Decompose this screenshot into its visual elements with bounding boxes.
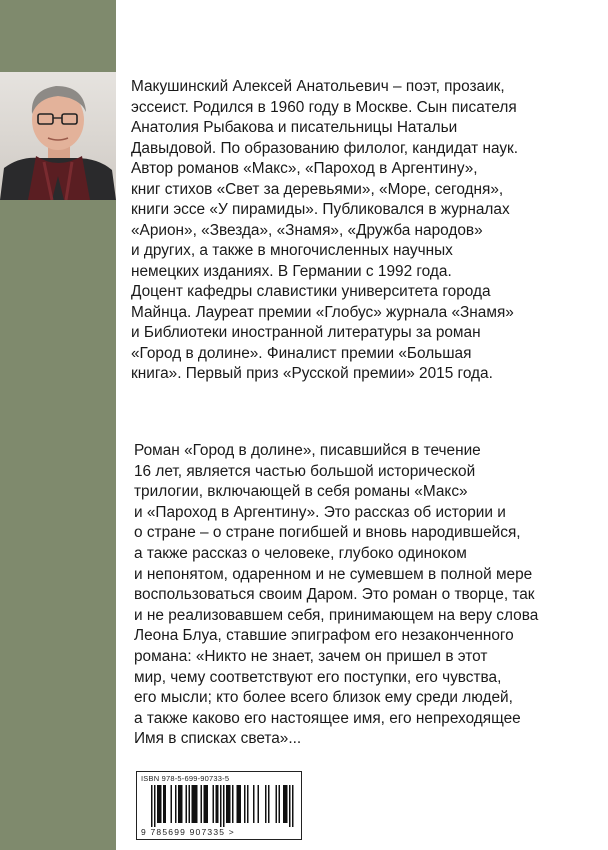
barcode-bar	[283, 785, 285, 823]
barcode-bar	[201, 785, 203, 823]
barcode-bar	[258, 785, 260, 823]
author-portrait-icon	[0, 72, 116, 200]
desc-line: 16 лет, является частью большой исторической	[134, 462, 476, 480]
desc-line: и «Пароход в Аргентину». Это рассказ об истории и	[134, 503, 506, 521]
barcode-bar	[286, 785, 288, 823]
bio-line: немецких изданиях. В Германии с 1992 года.	[131, 262, 452, 280]
barcode-bar	[207, 785, 209, 823]
barcode-bar	[171, 785, 173, 823]
barcode-bar	[205, 785, 207, 823]
barcode-bar	[163, 785, 165, 823]
desc-line: воспользоваться своим Даром. Это роман о творце, так	[134, 586, 535, 604]
bio-line: книг стихов «Свет за деревьями», «Море, сегодня»,	[131, 180, 504, 198]
barcode-bar	[154, 785, 156, 827]
bio-line: Автор романов «Макс», «Пароход в Аргентину»,	[131, 160, 478, 177]
bio-line: Макушинский Алексей Анатольевич – поэт, прозаик,	[131, 78, 505, 95]
bio-line: и других, а также в многочисленных научных	[131, 242, 453, 259]
desc-line: и не реализовавшем себя, принимающем на веру слова	[134, 606, 539, 624]
book-description	[134, 441, 604, 750]
barcode-bar	[196, 785, 198, 823]
desc-line: Роман «Город в долине», писавшийся в течение	[134, 442, 481, 459]
barcode-bar	[217, 785, 219, 823]
barcode-bar	[178, 785, 180, 823]
barcode-bar	[265, 785, 267, 823]
barcode-bar	[285, 785, 287, 823]
bio-line: Давыдовой. По образованию филолог, кандидат наук.	[131, 139, 519, 157]
desc-line: его мысли; кто более всего близок ему среди людей,	[134, 689, 513, 707]
barcode-bar	[240, 785, 242, 823]
barcode-bar	[181, 785, 183, 823]
bio-line: эссеист. Родился в 1960 году в Москве. Сын писателя	[131, 98, 517, 116]
barcode-bar	[253, 785, 255, 823]
barcode-bar	[220, 785, 222, 827]
desc-line: трилогии, включающей в себя романы «Макс»	[134, 483, 468, 501]
desc-line: а также каково его настоящее имя, его непреходящее	[134, 709, 521, 727]
barcode-bar	[232, 785, 234, 823]
barcode-box	[136, 771, 302, 840]
author-photo	[0, 72, 116, 200]
barcode-bar	[160, 785, 162, 823]
barcode-bar	[223, 785, 225, 827]
barcode-bar	[244, 785, 246, 823]
barcode-bar	[213, 785, 215, 823]
barcode-bar	[189, 785, 191, 823]
barcode-bar	[279, 785, 281, 823]
barcode-bar	[228, 785, 230, 823]
barcode-bar	[226, 785, 228, 823]
barcode-bar	[159, 785, 161, 823]
bio-line: книга». Первый приз «Русской премии» 2015 года.	[131, 365, 493, 382]
desc-line: Имя в списках света»...	[134, 730, 302, 748]
barcode-icon	[145, 785, 295, 827]
barcode-bar	[276, 785, 278, 823]
barcode-bar	[292, 785, 294, 827]
author-biography	[131, 77, 601, 385]
barcode-bar	[151, 785, 153, 827]
barcode-bar	[289, 785, 291, 827]
bio-line: Майнца. Лауреат премии «Глобус» журнала «Знамя»	[131, 303, 514, 321]
bio-line: «Арион», «Звезда», «Знамя», «Дружба народов»	[131, 221, 483, 239]
barcode-bar	[268, 785, 270, 823]
isbn-label: ISBN 978-5-699-90733-5	[141, 774, 230, 783]
desc-line: и непонятом, одаренном и не сумевшем в полной мере	[134, 565, 533, 583]
barcode-bar	[247, 785, 249, 823]
desc-line: а также рассказ о человеке, глубоко одиноком	[134, 544, 467, 562]
barcode-bar	[195, 785, 197, 823]
desc-line: Леона Блуа, ставшие эпиграфом его незаконченного	[134, 627, 514, 645]
ean-digits: 9 785699 907335 >	[141, 827, 235, 837]
bio-line: Доцент кафедры славистики университета города	[131, 283, 491, 300]
barcode-bar	[204, 785, 206, 823]
barcode-bar	[237, 785, 239, 823]
barcode-bar	[216, 785, 218, 823]
bio-line: книги эссе «У пирамиды». Публиковался в журналах	[131, 201, 510, 218]
desc-line: о стране – о стране погибшей и вновь народившейся,	[134, 524, 521, 542]
barcode-bar	[192, 785, 194, 823]
bio-line: Анатолия Рыбакова и писательницы Натальи	[131, 119, 458, 136]
bio-line: «Город в долине». Финалист премии «Большая	[131, 344, 472, 362]
barcode-bar	[165, 785, 167, 823]
barcode-bar	[229, 785, 231, 823]
barcode-bar	[175, 785, 177, 823]
barcode-bar	[238, 785, 240, 823]
bio-line: и Библиотеки иностранной литературы за роман	[131, 324, 481, 341]
barcode-bar	[180, 785, 182, 823]
desc-line: романа: «Никто не знает, зачем он пришел в этот	[134, 647, 488, 665]
barcode-bar	[186, 785, 188, 823]
barcode-bar	[157, 785, 159, 823]
desc-line: мир, чему соответствуют его поступки, его чувства,	[134, 668, 502, 686]
barcode-bar	[193, 785, 195, 823]
